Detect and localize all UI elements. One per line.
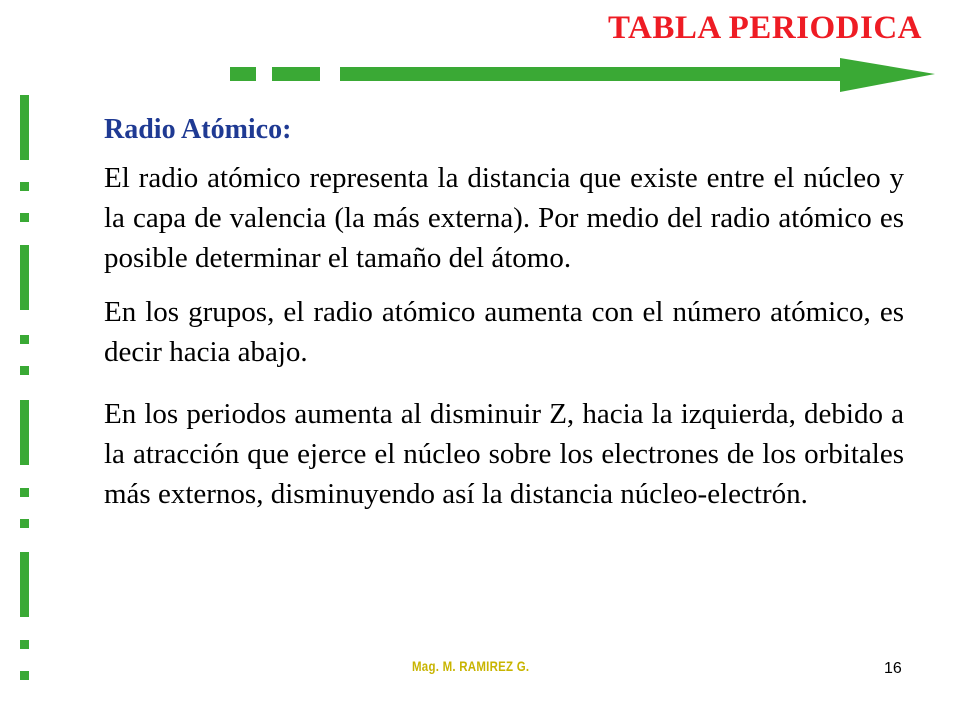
paragraph-groups: En los grupos, el radio atómico aumenta con el número atómico, es decir hacia abajo. — [104, 296, 904, 368]
left-dashed-bar — [0, 0, 40, 720]
paragraph-periods: En los periodos aumenta al disminuir Z, hacia la izquierda, debido a la atracción que ejerce el núcleo sobre los electrones de los orbitales más externos, disminuyendo así la distancia núcleo-electrón. — [104, 398, 904, 510]
title-arrow-icon — [0, 0, 960, 110]
slide-title: TABLA PERIODICA — [607, 10, 922, 46]
footer-author: Mag. M. RAMIREZ G. — [412, 658, 530, 674]
page-number: 16 — [884, 660, 902, 677]
paragraph-definition: El radio atómico representa la distancia que existe entre el núcleo y la capa de valencia (la más externa). Por medio del radio atómico es posible determinar el tamaño del átomo. — [104, 162, 904, 274]
section-subtitle: Radio Atómico: — [104, 114, 292, 145]
slide-content — [104, 114, 904, 514]
